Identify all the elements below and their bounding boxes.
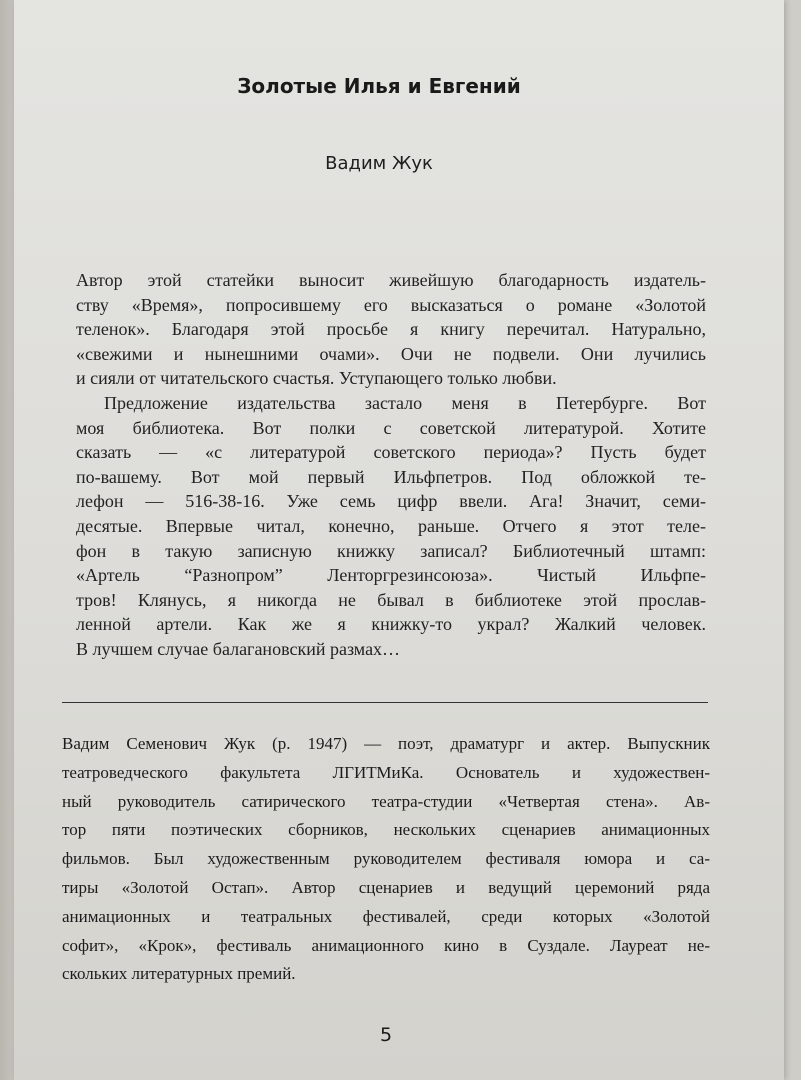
footnote-line: ный руководитель сатирического театра-студии «Четвертая стена». Ав- (62, 791, 710, 811)
body-line: ленной артели. Как же я книжку-то украл? Жалкий человек. (76, 614, 706, 635)
footnote-line: скольких литературных премий. (62, 964, 296, 984)
footnote-line: театроведческого факультета ЛГИТМиКа. Основатель и художествен- (62, 762, 710, 782)
body-line: лефон — 516-38-16. Уже семь цифр ввели. Ага! Значит, семи- (76, 491, 706, 512)
footnote-line: тиры «Золотой Остап». Автор сценариев и ведущий церемоний ряда (62, 877, 710, 897)
body-line: «свежими и нынешними очами». Очи не подвели. Они лучились (76, 343, 706, 364)
book-page (14, 0, 784, 1080)
body-line: «Артель “Разнопром” Ленторгрезинсоюза». Чистый Ильфпе- (76, 565, 706, 586)
body-line: В лучшем случае балагановский размах… (76, 638, 401, 659)
author-name: Вадим Жук (325, 153, 433, 174)
footnote-line: софит», «Крок», фестиваль анимационного кино в Суздале. Лауреат не- (62, 935, 710, 955)
body-line: тров! Клянусь, я никогда не бывал в библиотеке этой прослав- (76, 589, 706, 610)
body-line: фон в такую записную книжку записал? Библиотечный штамп: (76, 540, 706, 561)
body-line: сказать — «с литературой советского периода»? Пусть будет (76, 442, 706, 463)
body-line: и сияли от читательского счастья. Уступающего только любви. (76, 368, 557, 389)
footnote-line: тор пяти поэтических сборников, нескольких сценариев анимационных (62, 820, 710, 840)
author-footnote (62, 730, 710, 989)
page-title: Золотые Илья и Евгений (237, 74, 521, 98)
body-line: десятые. Впервые читал, конечно, раньше. Отчего я этот теле- (76, 515, 706, 536)
body-line: ству «Время», попросившему его высказаться о романе «Золотой (76, 294, 706, 315)
body-line: Автор этой статейки выносит живейшую благодарность издатель- (76, 270, 706, 290)
footnote-line: фильмов. Был художественным руководителем фестиваля юмора и са- (62, 849, 710, 869)
footnote-line: Вадим Семенович Жук (р. 1947) — поэт, драматург и актер. Выпускник (62, 734, 710, 753)
body-line: моя библиотека. Вот полки с советской литературой. Хотите (76, 417, 706, 438)
footnote-divider (62, 702, 708, 703)
article-body (76, 268, 706, 662)
body-line: Предложение издательства застало меня в Петербурге. Вот (104, 392, 706, 413)
body-line: теленок». Благодаря этой просьбе я книгу перечитал. Натурально, (76, 319, 706, 340)
footnote-line: анимационных и театральных фестивалей, среди которых «Золотой (62, 906, 710, 926)
body-line: по-вашему. Вот мой первый Ильфпетров. Под обложкой те- (76, 466, 706, 487)
page-number: 5 (379, 1024, 393, 1046)
